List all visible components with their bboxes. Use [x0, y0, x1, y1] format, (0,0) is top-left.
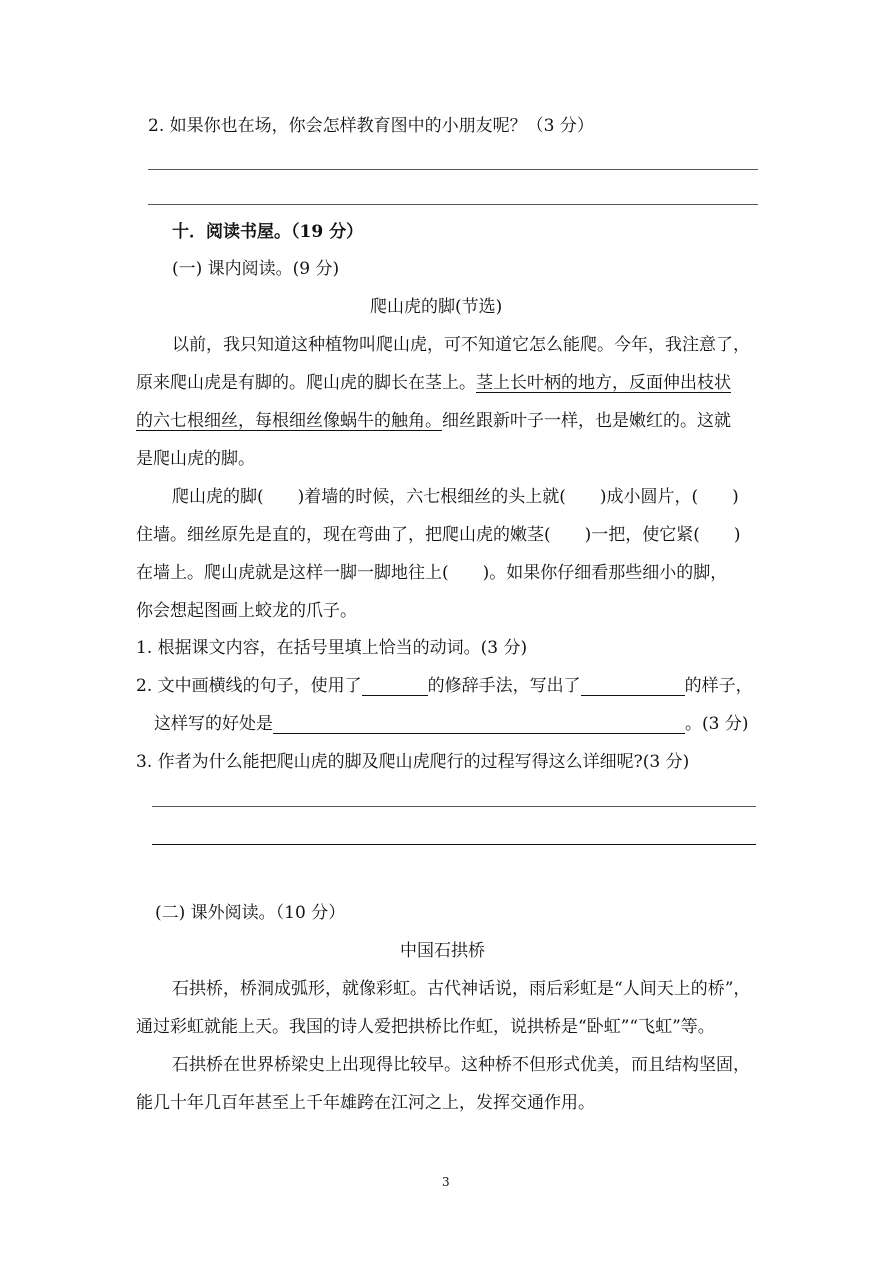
passage1-line: 的六七根细丝，每根细丝像蜗牛的触角。细丝跟新叶子一样，也是嫩红的。这就: [136, 411, 731, 431]
fill-blank[interactable]: [362, 677, 428, 696]
passage2-line: 石拱桥在世界桥梁史上出现得比较早。这种桥不但形式优美，而且结构坚固，: [172, 1055, 750, 1075]
fill-blank[interactable]: [581, 677, 685, 696]
answer-line: [148, 169, 758, 170]
page-number: 3: [442, 1175, 450, 1189]
passage1-line: 原来爬山虎是有脚的。爬山虎的脚长在茎上。茎上长叶柄的地方，反面伸出枝状: [136, 373, 731, 393]
passage1-line: 在墙上。爬山虎就是这样一脚一脚地往上( )。如果你仔细看那些细小的脚，: [136, 563, 728, 583]
section-title: 十．阅读书屋。（19 分）: [172, 222, 364, 242]
fill-blank[interactable]: [273, 715, 685, 734]
passage2-line: 通过彩虹就能上天。我国的诗人爱把拱桥比作虹，说拱桥是“卧虹”“飞虹”等。: [136, 1017, 715, 1037]
passage1-line: 你会想起图画上蛟龙的爪子。: [136, 601, 357, 621]
part1-header: (一) 课内阅读。(9 分): [172, 259, 340, 279]
passage1-line: 是爬山虎的脚。: [136, 449, 255, 469]
passage2-title: 中国石拱桥: [400, 941, 485, 961]
underlined-sentence: 的六七根细丝，每根细丝像蜗牛的触角。: [136, 411, 442, 431]
passage1-line: 以前，我只知道这种植物叫爬山虎，可不知道它怎么能爬。今年，我注意了，: [172, 335, 750, 355]
passage1-line: 住墙。细丝原先是直的，现在弯曲了，把爬山虎的嫩茎( )一把，使它紧( ): [136, 525, 741, 545]
question-2-top: 2. 如果你也在场，你会怎样教育图中的小朋友呢？（3 分）: [148, 116, 594, 136]
question-1: 1. 根据课文内容，在括号里填上恰当的动词。(3 分): [136, 638, 528, 658]
question-3: 3. 作者为什么能把爬山虎的脚及爬山虎爬行的过程写得这么详细呢?(3 分): [136, 752, 690, 772]
passage1-title: 爬山虎的脚(节选): [370, 297, 503, 317]
part2-header: (二) 课外阅读。（10 分）: [155, 903, 346, 923]
answer-line: [148, 204, 758, 205]
passage2-line: 石拱桥，桥洞成弧形，就像彩虹。古代神话说，雨后彩虹是“人间天上的桥”，: [172, 979, 751, 999]
answer-line: [152, 806, 756, 807]
underlined-sentence: 茎上长叶柄的地方，反面伸出枝状: [476, 373, 731, 393]
question-2: 2. 文中画横线的句子，使用了 的修辞手法，写出了 的样子，: [136, 676, 753, 696]
answer-line: [152, 844, 756, 845]
question-2-cont: 这样写的好处是 。(3 分): [154, 714, 749, 734]
passage2-line: 能几十年几百年甚至上千年雄跨在江河之上，发挥交通作用。: [136, 1093, 595, 1113]
passage1-line: 爬山虎的脚( )着墙的时候，六七根细丝的头上就( )成小圆片，( ): [172, 487, 739, 507]
